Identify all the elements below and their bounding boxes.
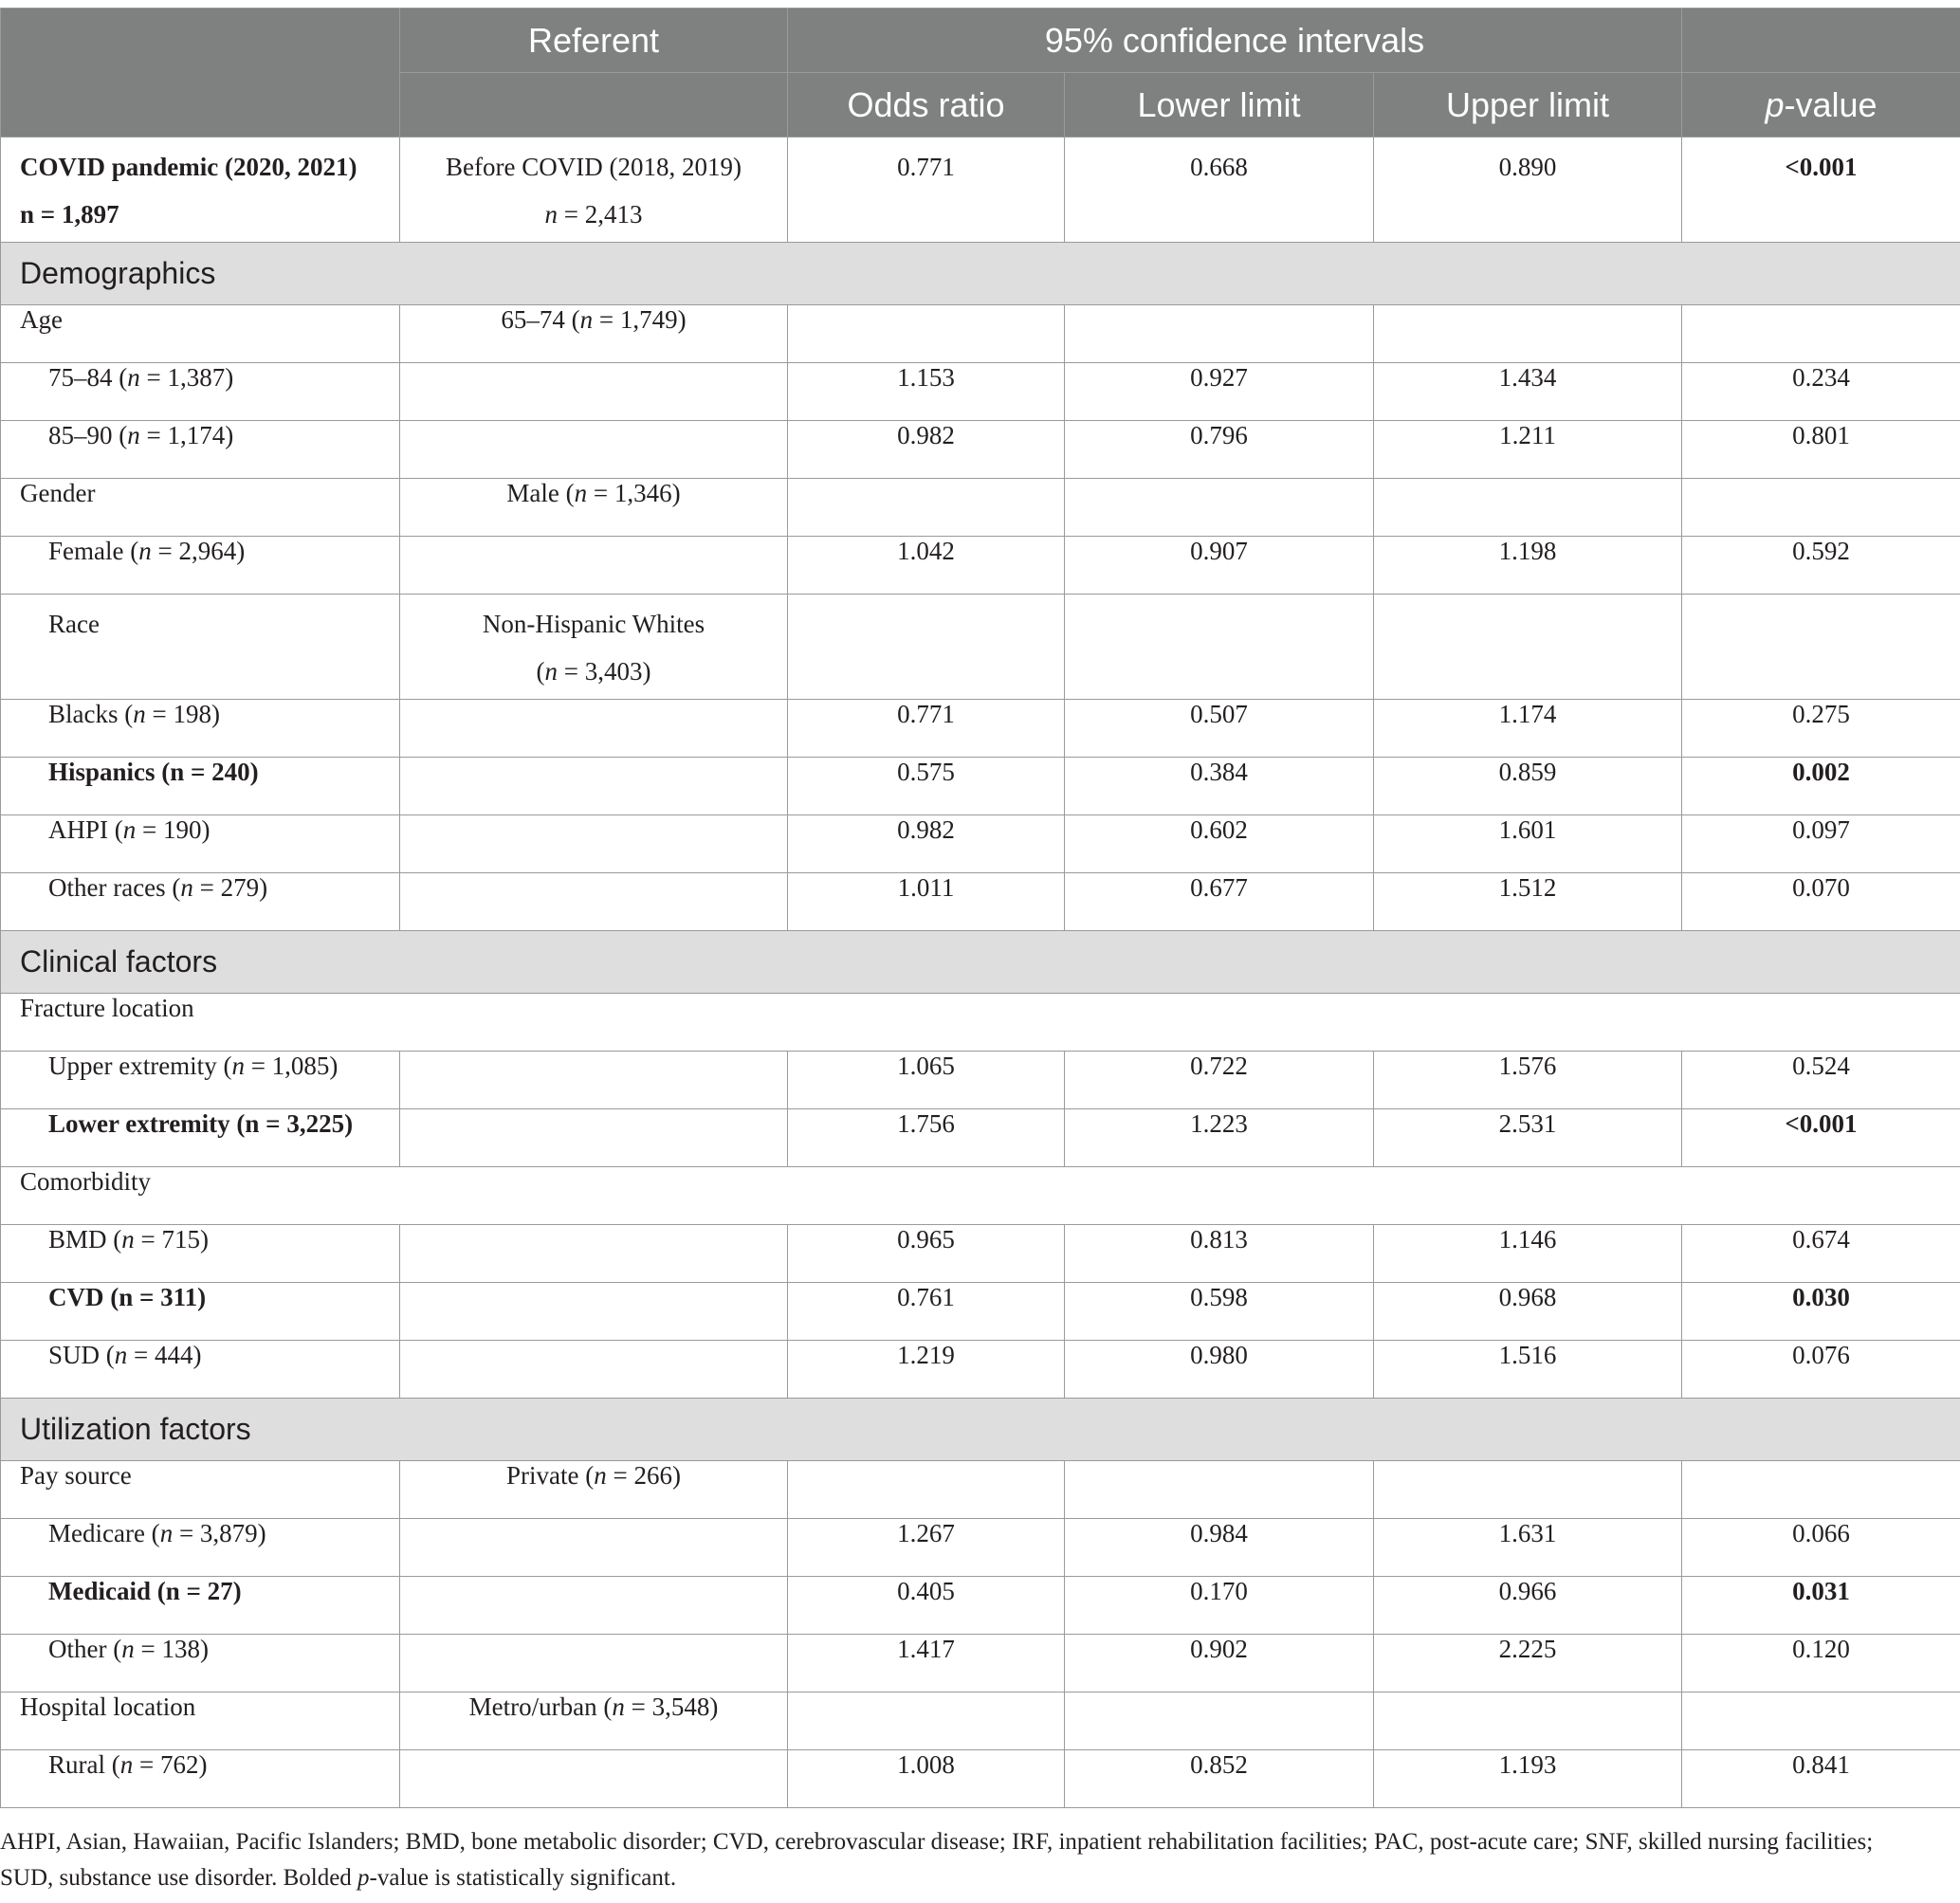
odds-ratio-cell: 1.219: [788, 1341, 1065, 1399]
upper-limit-cell: [1374, 1461, 1682, 1519]
table-row-upper-extremity: [1, 1052, 1960, 1109]
row-referent: [400, 1283, 788, 1341]
header-lower-limit: Lower limit: [1065, 73, 1374, 137]
odds-ratio-cell: 1.042: [788, 537, 1065, 595]
table-row-female: [1, 537, 1960, 595]
p-value-cell: <0.001: [1682, 137, 1960, 243]
lower-limit-cell: 0.796: [1065, 421, 1374, 479]
row-label: Hispanics (n = 240): [1, 758, 400, 815]
odds-ratio-cell: 0.575: [788, 758, 1065, 815]
upper-limit-cell: 2.531: [1374, 1109, 1682, 1167]
table-row-blacks: [1, 700, 1960, 758]
table-row-other-races: [1, 873, 1960, 931]
table-row-rural: [1, 1750, 1960, 1808]
p-value-cell: 0.524: [1682, 1052, 1960, 1109]
table-row-cvd: [1, 1283, 1960, 1341]
lower-limit-cell: 0.384: [1065, 758, 1374, 815]
row-label: Female (n = 2,964): [1, 537, 400, 595]
section-title: Clinical factors: [1, 931, 1960, 994]
p-value-cell: 0.592: [1682, 537, 1960, 595]
section-title: Demographics: [1, 243, 1960, 305]
header-p-value: p-value: [1682, 73, 1960, 137]
header-blank-3: [400, 73, 788, 137]
lower-limit-cell: 0.598: [1065, 1283, 1374, 1341]
row-label: Medicaid (n = 27): [1, 1577, 400, 1635]
header-blank-2: [1682, 9, 1960, 73]
row-referent: [400, 537, 788, 595]
p-value-cell: [1682, 1461, 1960, 1519]
header-blank: [1, 9, 400, 137]
header-referent: Referent: [400, 9, 788, 73]
row-referent: [400, 421, 788, 479]
odds-ratio-cell: [788, 305, 1065, 363]
odds-ratio-cell: [788, 1693, 1065, 1750]
row-referent: [400, 1519, 788, 1577]
row-referent: [400, 1225, 788, 1283]
upper-limit-cell: [1374, 1693, 1682, 1750]
lower-limit-cell: 0.984: [1065, 1519, 1374, 1577]
table-row-age-75: [1, 363, 1960, 421]
lower-limit-cell: 0.813: [1065, 1225, 1374, 1283]
lower-limit-cell: 1.223: [1065, 1109, 1374, 1167]
upper-limit-cell: 1.146: [1374, 1225, 1682, 1283]
header-odds-ratio: Odds ratio: [788, 73, 1065, 137]
p-value-cell: 0.275: [1682, 700, 1960, 758]
p-value-cell: 0.030: [1682, 1283, 1960, 1341]
odds-ratio-cell: [788, 595, 1065, 700]
upper-limit-cell: 0.859: [1374, 758, 1682, 815]
odds-ratio-cell: 1.011: [788, 873, 1065, 931]
row-referent: [400, 1750, 788, 1808]
row-label: BMD (n = 715): [1, 1225, 400, 1283]
odds-ratio-cell: 0.982: [788, 421, 1065, 479]
row-referent: Before COVID (2018, 2019) n = 2,413: [400, 137, 788, 243]
upper-limit-cell: 1.198: [1374, 537, 1682, 595]
odds-ratio-cell: 0.771: [788, 700, 1065, 758]
upper-limit-cell: 0.890: [1374, 137, 1682, 243]
row-label: Age: [1, 305, 400, 363]
row-referent: [400, 1635, 788, 1693]
table-row-pay-source: [1, 1461, 1960, 1519]
odds-ratio-cell: 0.405: [788, 1577, 1065, 1635]
lower-limit-cell: 0.722: [1065, 1052, 1374, 1109]
header-upper-limit: Upper limit: [1374, 73, 1682, 137]
row-referent: [400, 815, 788, 873]
upper-limit-cell: [1374, 305, 1682, 363]
row-label: Other (n = 138): [1, 1635, 400, 1693]
odds-ratio-cell: 1.008: [788, 1750, 1065, 1808]
header-ci: 95% confidence intervals: [788, 9, 1682, 73]
p-value-cell: 0.066: [1682, 1519, 1960, 1577]
row-referent: [400, 1052, 788, 1109]
row-referent: Metro/urban (n = 3,548): [400, 1693, 788, 1750]
odds-ratio-cell: 0.771: [788, 137, 1065, 243]
p-value-cell: 0.002: [1682, 758, 1960, 815]
upper-limit-cell: 0.968: [1374, 1283, 1682, 1341]
row-referent: Male (n = 1,346): [400, 479, 788, 537]
header-row-1: [1, 9, 1960, 73]
odds-ratio-cell: 0.982: [788, 815, 1065, 873]
p-value-cell: [1682, 305, 1960, 363]
upper-limit-cell: [1374, 595, 1682, 700]
upper-limit-cell: [1374, 479, 1682, 537]
row-label: Fracture location: [1, 994, 1960, 1052]
p-value-cell: [1682, 1693, 1960, 1750]
section-clinical: [1, 931, 1960, 994]
row-referent: Private (n = 266): [400, 1461, 788, 1519]
row-label: Gender: [1, 479, 400, 537]
upper-limit-cell: 0.966: [1374, 1577, 1682, 1635]
upper-limit-cell: 1.193: [1374, 1750, 1682, 1808]
upper-limit-cell: 2.225: [1374, 1635, 1682, 1693]
table-row-age-85: [1, 421, 1960, 479]
p-value-cell: 0.097: [1682, 815, 1960, 873]
row-referent: [400, 758, 788, 815]
p-value-cell: 0.841: [1682, 1750, 1960, 1808]
table-row-hispanics: [1, 758, 1960, 815]
row-label: Other races (n = 279): [1, 873, 400, 931]
row-label: CVD (n = 311): [1, 1283, 400, 1341]
section-demographics: [1, 243, 1960, 305]
p-value-cell: 0.070: [1682, 873, 1960, 931]
upper-limit-cell: 1.174: [1374, 700, 1682, 758]
table-row-medicaid: [1, 1577, 1960, 1635]
p-value-cell: [1682, 479, 1960, 537]
row-referent: [400, 873, 788, 931]
lower-limit-cell: 0.980: [1065, 1341, 1374, 1399]
row-label: Pay source: [1, 1461, 400, 1519]
lower-limit-cell: [1065, 305, 1374, 363]
table-footnote: AHPI, Asian, Hawaiian, Pacific Islanders; BMD, bone metabolic disorder; CVD, cerebrovascular disease; IRF, inpatient rehabilitation facilities; PAC, post-acute care; SNF, skilled nursing facilities; SUD, substance use disorder. Bolded p-value is statistically significant.: [0, 1829, 1874, 1891]
p-value-cell: 0.120: [1682, 1635, 1960, 1693]
upper-limit-cell: 1.576: [1374, 1052, 1682, 1109]
row-referent: 65–74 (n = 1,749): [400, 305, 788, 363]
odds-ratio-cell: 1.065: [788, 1052, 1065, 1109]
table-row-hospital-location: [1, 1693, 1960, 1750]
table-row-other-pay: [1, 1635, 1960, 1693]
row-label: Hospital location: [1, 1693, 400, 1750]
table-row-fracture-location: [1, 994, 1960, 1052]
lower-limit-cell: 0.677: [1065, 873, 1374, 931]
row-label: AHPI (n = 190): [1, 815, 400, 873]
lower-limit-cell: [1065, 595, 1374, 700]
table-row-ahpi: [1, 815, 1960, 873]
row-referent: [400, 1341, 788, 1399]
odds-ratio-cell: 0.761: [788, 1283, 1065, 1341]
lower-limit-cell: 0.927: [1065, 363, 1374, 421]
p-value-cell: 0.031: [1682, 1577, 1960, 1635]
upper-limit-cell: 1.512: [1374, 873, 1682, 931]
p-value-cell: 0.674: [1682, 1225, 1960, 1283]
table-row-gender: [1, 479, 1960, 537]
lower-limit-cell: 0.907: [1065, 537, 1374, 595]
lower-limit-cell: 0.902: [1065, 1635, 1374, 1693]
table-row-bmd: [1, 1225, 1960, 1283]
lower-limit-cell: 0.602: [1065, 815, 1374, 873]
odds-ratio-cell: 0.965: [788, 1225, 1065, 1283]
p-value-cell: 0.234: [1682, 363, 1960, 421]
table-row-comorbidity: [1, 1167, 1960, 1225]
p-value-cell: <0.001: [1682, 1109, 1960, 1167]
results-table: [0, 8, 1960, 1808]
row-label: SUD (n = 444): [1, 1341, 400, 1399]
table-row-race: [1, 595, 1960, 700]
section-utilization: [1, 1399, 1960, 1461]
lower-limit-cell: 0.668: [1065, 137, 1374, 243]
table-row-medicare: [1, 1519, 1960, 1577]
table-row-covid: [1, 137, 1960, 243]
row-referent: [400, 1109, 788, 1167]
table-row-sud: [1, 1341, 1960, 1399]
section-title: Utilization factors: [1, 1399, 1960, 1461]
p-value-cell: [1682, 595, 1960, 700]
row-label: Lower extremity (n = 3,225): [1, 1109, 400, 1167]
row-referent: [400, 1577, 788, 1635]
odds-ratio-cell: 1.417: [788, 1635, 1065, 1693]
lower-limit-cell: [1065, 1461, 1374, 1519]
p-value-cell: 0.801: [1682, 421, 1960, 479]
row-label: Upper extremity (n = 1,085): [1, 1052, 400, 1109]
upper-limit-cell: 1.211: [1374, 421, 1682, 479]
odds-ratio-cell: [788, 479, 1065, 537]
row-referent: [400, 363, 788, 421]
lower-limit-cell: 0.852: [1065, 1750, 1374, 1808]
odds-ratio-cell: 1.267: [788, 1519, 1065, 1577]
row-label: Medicare (n = 3,879): [1, 1519, 400, 1577]
upper-limit-cell: 1.631: [1374, 1519, 1682, 1577]
row-label: 75–84 (n = 1,387): [1, 363, 400, 421]
row-label: COVID pandemic (2020, 2021) n = 1,897: [1, 137, 400, 243]
row-label: Rural (n = 762): [1, 1750, 400, 1808]
row-label: Comorbidity: [1, 1167, 1960, 1225]
table-row-lower-extremity: [1, 1109, 1960, 1167]
p-value-cell: 0.076: [1682, 1341, 1960, 1399]
lower-limit-cell: [1065, 1693, 1374, 1750]
upper-limit-cell: 1.516: [1374, 1341, 1682, 1399]
row-label: Race: [1, 595, 400, 700]
table-row-age: [1, 305, 1960, 363]
upper-limit-cell: 1.434: [1374, 363, 1682, 421]
row-label: Blacks (n = 198): [1, 700, 400, 758]
lower-limit-cell: 0.507: [1065, 700, 1374, 758]
odds-ratio-cell: [788, 1461, 1065, 1519]
odds-ratio-cell: 1.756: [788, 1109, 1065, 1167]
lower-limit-cell: 0.170: [1065, 1577, 1374, 1635]
row-referent: [400, 700, 788, 758]
row-referent: Non-Hispanic Whites (n = 3,403): [400, 595, 788, 700]
row-label: 85–90 (n = 1,174): [1, 421, 400, 479]
odds-ratio-cell: 1.153: [788, 363, 1065, 421]
lower-limit-cell: [1065, 479, 1374, 537]
upper-limit-cell: 1.601: [1374, 815, 1682, 873]
